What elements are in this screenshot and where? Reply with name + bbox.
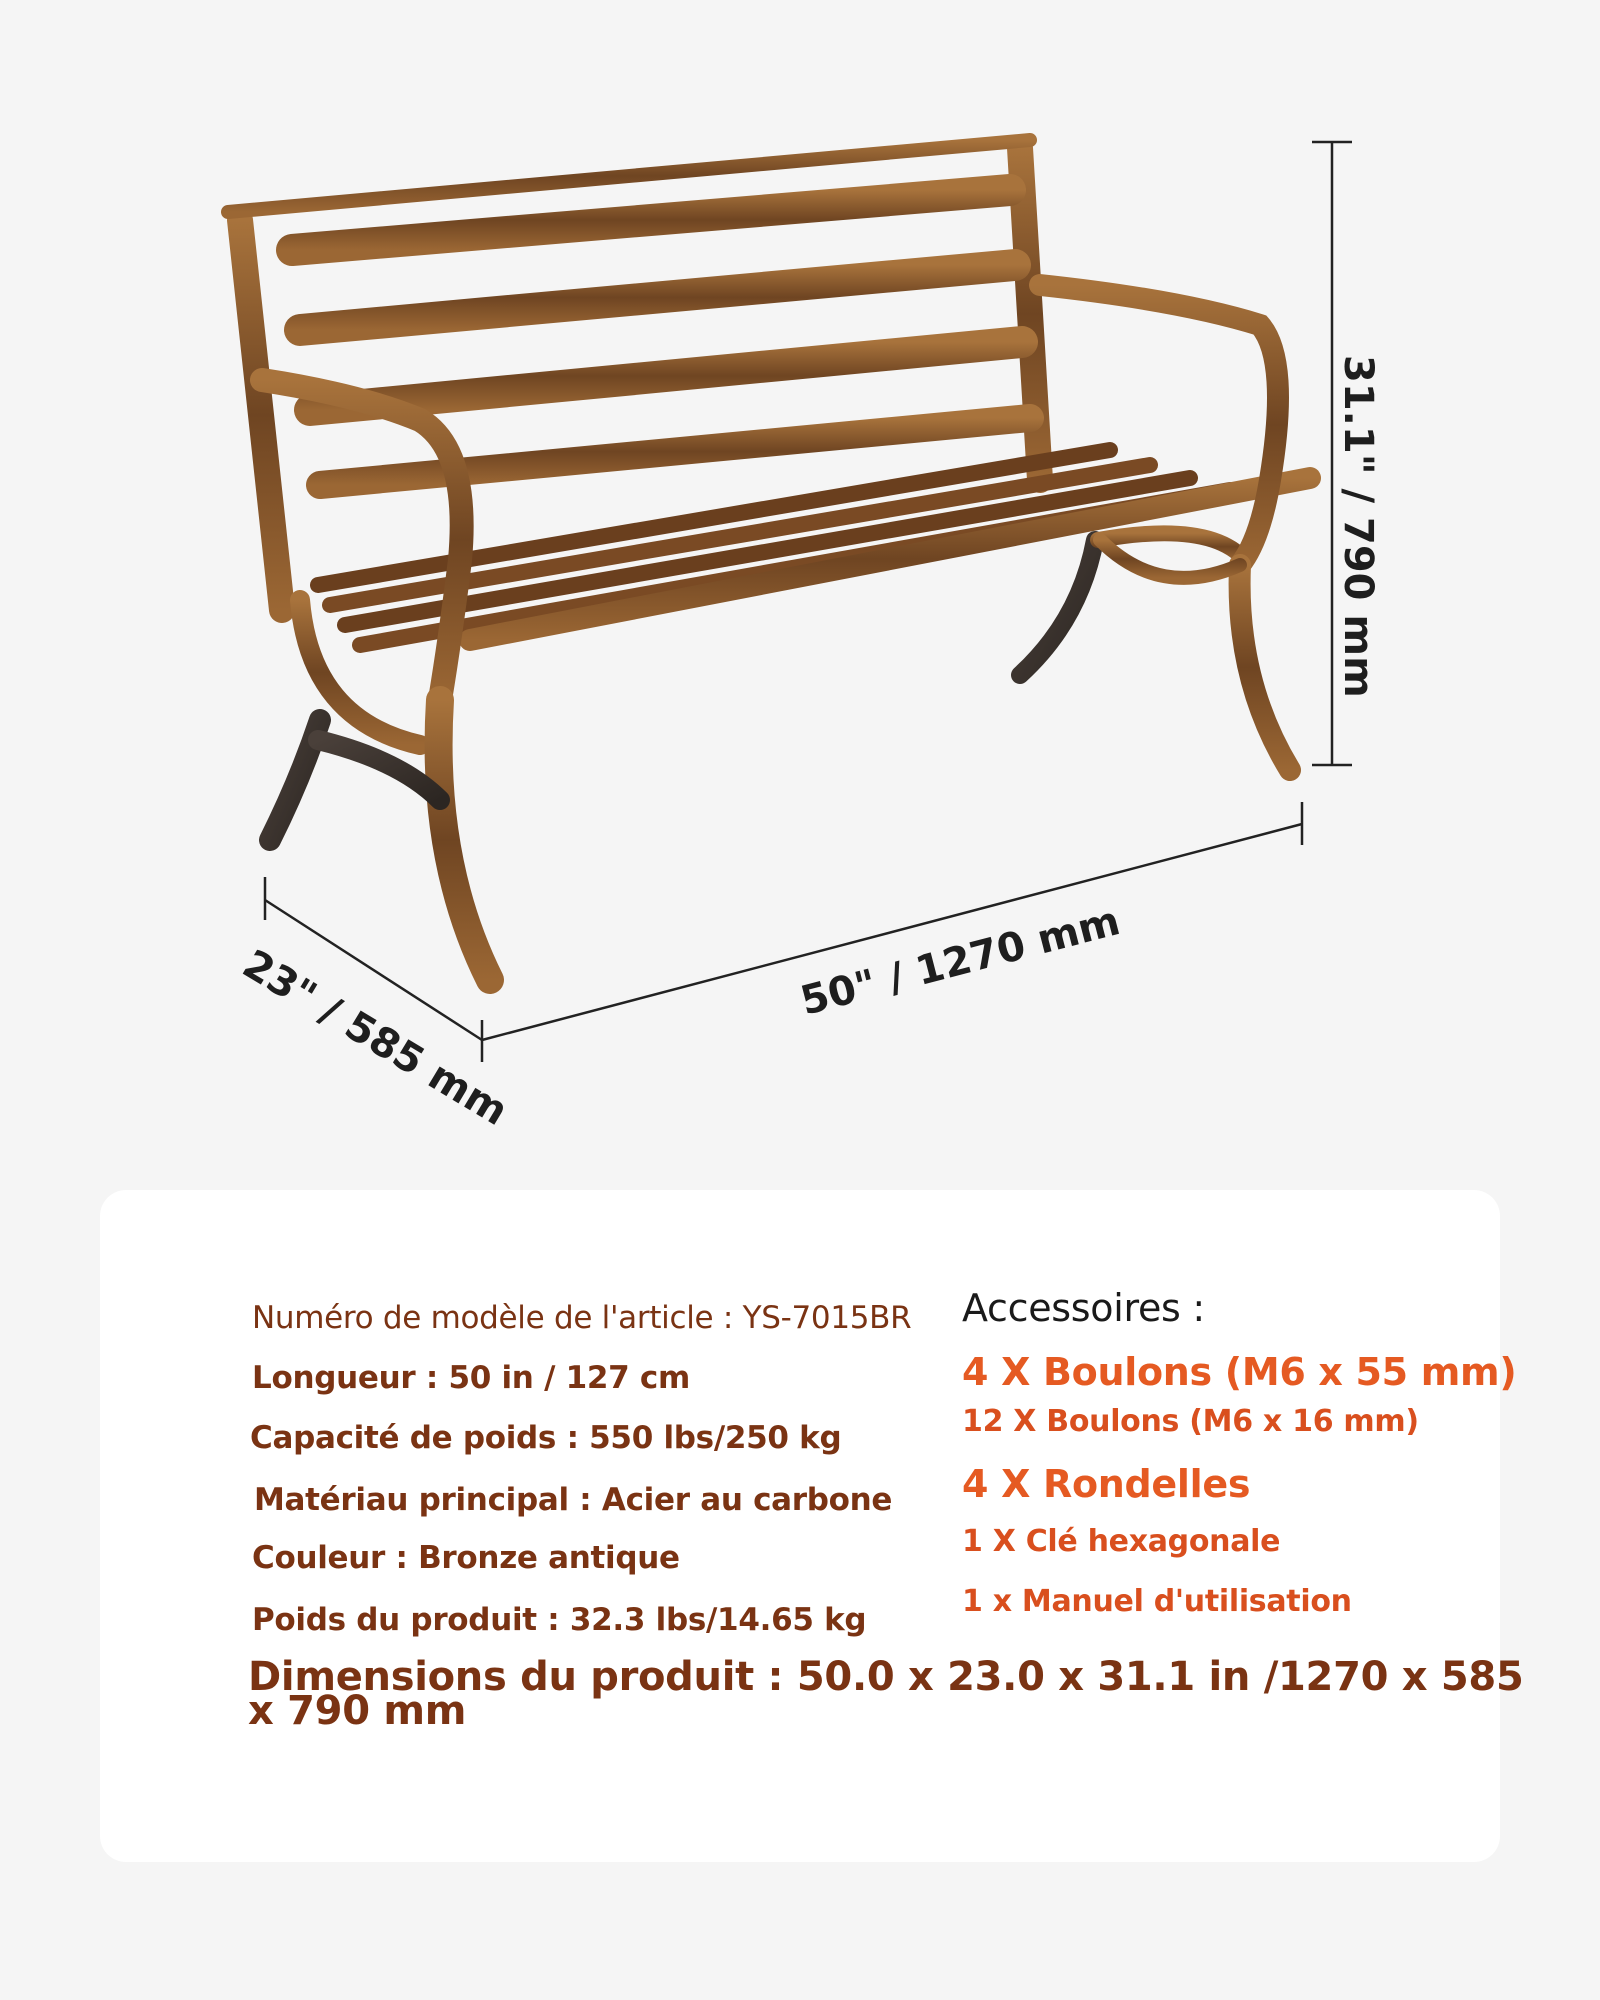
spec-model: Numéro de modèle de l'article : YS-7015BR (252, 1300, 912, 1336)
spec-weight: Poids du produit : 32.3 lbs/14.65 kg (252, 1602, 867, 1638)
accessory-item: 1 x Manuel d'utilisation (962, 1584, 1352, 1619)
backrest-left-post (240, 220, 282, 610)
spec-capacity: Capacité de poids : 550 lbs/250 kg (250, 1420, 842, 1456)
accessory-item: 12 X Boulons (M6 x 16 mm) (962, 1404, 1419, 1439)
accessory-item: 1 X Clé hexagonale (962, 1524, 1281, 1559)
spec-color: Couleur : Bronze antique (252, 1540, 680, 1576)
accessory-item: 4 X Boulons (M6 x 55 mm) (962, 1350, 1517, 1394)
left-front-leg (439, 700, 490, 980)
spec-card (100, 1190, 1524, 1862)
right-front-leg (1240, 565, 1290, 770)
back-right-leg (1020, 540, 1095, 675)
backrest-slat-2 (300, 265, 1015, 330)
backrest-slat-3 (310, 342, 1022, 410)
accessories-title: Accessoires : (962, 1286, 1205, 1330)
accessory-item: 4 X Rondelles (962, 1462, 1251, 1506)
length-dimension-label: 50" / 1270 mm (795, 898, 1125, 1025)
spec-dimensions: Dimensions du produit : 50.0 x 23.0 x 31.1 in /1270 x 585 x 790 mm (248, 1654, 1524, 1734)
bench-image (228, 140, 1310, 980)
depth-dimension-label: 23" / 585 mm (234, 941, 516, 1135)
spec-length: Longueur : 50 in / 127 cm (252, 1360, 690, 1396)
height-dimension-label: 31.1" / 790 mm (1335, 355, 1381, 698)
spec-material: Matériau principal : Acier au carbone (254, 1482, 893, 1518)
